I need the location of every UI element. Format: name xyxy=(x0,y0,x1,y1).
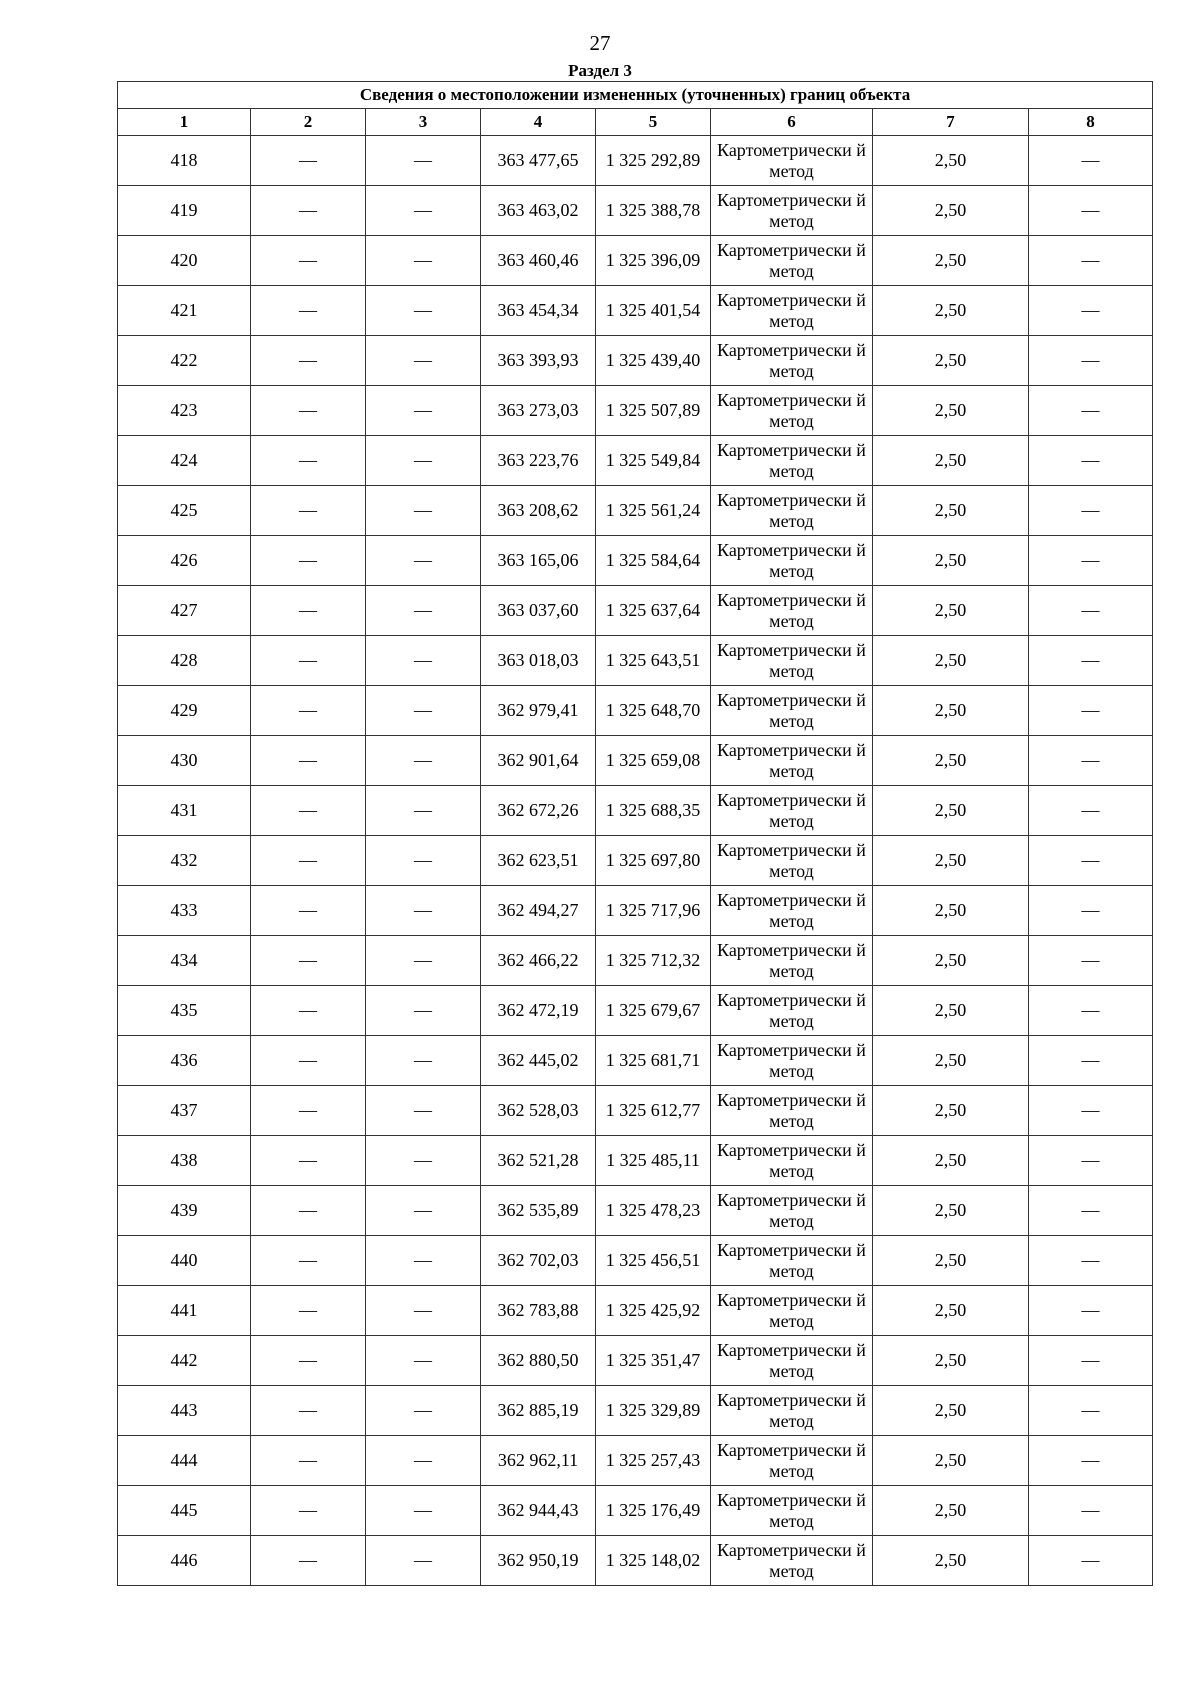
cell-col8: — xyxy=(1029,1136,1153,1186)
method-cell: Картометрически й метод xyxy=(711,136,873,186)
accuracy-cell: 2,50 xyxy=(873,486,1029,536)
accuracy-cell: 2,50 xyxy=(873,1286,1029,1336)
coord-y-cell: 1 325 679,67 xyxy=(596,986,711,1036)
method-cell: Картометрически й метод xyxy=(711,1436,873,1486)
section-title: Раздел 3 xyxy=(568,61,632,80)
cell-col2: — xyxy=(251,286,366,336)
cell-col8: — xyxy=(1029,1186,1153,1236)
table-row xyxy=(118,1336,1153,1386)
table-row xyxy=(118,536,1153,586)
table-row xyxy=(118,1436,1153,1486)
coord-x-cell: 362 885,19 xyxy=(481,1386,596,1436)
coord-y-cell: 1 325 485,11 xyxy=(596,1136,711,1186)
coord-x-cell: 362 783,88 xyxy=(481,1286,596,1336)
method-cell: Картометрически й метод xyxy=(711,836,873,886)
table-row xyxy=(118,786,1153,836)
method-cell: Картометрически й метод xyxy=(711,486,873,536)
cell-col3: — xyxy=(366,286,481,336)
cell-col3: — xyxy=(366,336,481,386)
cell-col3: — xyxy=(366,1186,481,1236)
coord-x-cell: 362 901,64 xyxy=(481,736,596,786)
cell-col2: — xyxy=(251,986,366,1036)
method-cell: Картометрически й метод xyxy=(711,186,873,236)
accuracy-cell: 2,50 xyxy=(873,1186,1029,1236)
cell-col3: — xyxy=(366,1486,481,1536)
point-number-cell: 440 xyxy=(118,1236,251,1286)
method-cell: Картометрически й метод xyxy=(711,1386,873,1436)
cell-col2: — xyxy=(251,1336,366,1386)
method-cell: Картометрически й метод xyxy=(711,886,873,936)
point-number-cell: 428 xyxy=(118,636,251,686)
column-number: 1 xyxy=(118,109,251,136)
column-number: 4 xyxy=(481,109,596,136)
method-cell: Картометрически й метод xyxy=(711,1036,873,1086)
column-number: 8 xyxy=(1029,109,1153,136)
cell-col2: — xyxy=(251,1136,366,1186)
coord-x-cell: 362 472,19 xyxy=(481,986,596,1036)
cell-col8: — xyxy=(1029,1436,1153,1486)
cell-col2: — xyxy=(251,486,366,536)
page-number: 27 xyxy=(589,31,611,55)
table-row xyxy=(118,836,1153,886)
table-row xyxy=(118,936,1153,986)
cell-col2: — xyxy=(251,336,366,386)
accuracy-cell: 2,50 xyxy=(873,186,1029,236)
method-cell: Картометрически й метод xyxy=(711,386,873,436)
cell-col2: — xyxy=(251,1486,366,1536)
accuracy-cell: 2,50 xyxy=(873,586,1029,636)
coord-x-cell: 363 165,06 xyxy=(481,536,596,586)
coord-y-cell: 1 325 507,89 xyxy=(596,386,711,436)
method-cell: Картометрически й метод xyxy=(711,986,873,1036)
table-row xyxy=(118,486,1153,536)
point-number-cell: 419 xyxy=(118,186,251,236)
coord-y-cell: 1 325 688,35 xyxy=(596,786,711,836)
coord-x-cell: 363 208,62 xyxy=(481,486,596,536)
method-cell: Картометрически й метод xyxy=(711,236,873,286)
column-number: 3 xyxy=(366,109,481,136)
cell-col8: — xyxy=(1029,136,1153,186)
cell-col8: — xyxy=(1029,986,1153,1036)
point-number-cell: 425 xyxy=(118,486,251,536)
point-number-cell: 445 xyxy=(118,1486,251,1536)
accuracy-cell: 2,50 xyxy=(873,686,1029,736)
table-row xyxy=(118,386,1153,436)
cell-col8: — xyxy=(1029,736,1153,786)
table-row xyxy=(118,886,1153,936)
accuracy-cell: 2,50 xyxy=(873,736,1029,786)
point-number-cell: 420 xyxy=(118,236,251,286)
table-row xyxy=(118,1186,1153,1236)
method-cell: Картометрически й метод xyxy=(711,936,873,986)
cell-col2: — xyxy=(251,1536,366,1586)
cell-col3: — xyxy=(366,1536,481,1586)
cell-col8: — xyxy=(1029,936,1153,986)
column-number: 7 xyxy=(873,109,1029,136)
coord-y-cell: 1 325 637,64 xyxy=(596,586,711,636)
point-number-cell: 418 xyxy=(118,136,251,186)
point-number-cell: 423 xyxy=(118,386,251,436)
coord-y-cell: 1 325 681,71 xyxy=(596,1036,711,1086)
point-number-cell: 436 xyxy=(118,1036,251,1086)
method-cell: Картометрически й метод xyxy=(711,436,873,486)
point-number-cell: 435 xyxy=(118,986,251,1036)
method-cell: Картометрически й метод xyxy=(711,286,873,336)
point-number-cell: 444 xyxy=(118,1436,251,1486)
method-cell: Картометрически й метод xyxy=(711,1486,873,1536)
accuracy-cell: 2,50 xyxy=(873,1536,1029,1586)
accuracy-cell: 2,50 xyxy=(873,286,1029,336)
table-row xyxy=(118,186,1153,236)
table-row xyxy=(118,986,1153,1036)
cell-col8: — xyxy=(1029,1086,1153,1136)
cell-col2: — xyxy=(251,1186,366,1236)
coord-y-cell: 1 325 292,89 xyxy=(596,136,711,186)
table-row xyxy=(118,236,1153,286)
point-number-cell: 432 xyxy=(118,836,251,886)
cell-col2: — xyxy=(251,536,366,586)
cell-col8: — xyxy=(1029,1536,1153,1586)
table-row xyxy=(118,636,1153,686)
coord-y-cell: 1 325 176,49 xyxy=(596,1486,711,1536)
accuracy-cell: 2,50 xyxy=(873,536,1029,586)
cell-col8: — xyxy=(1029,686,1153,736)
table-row xyxy=(118,1486,1153,1536)
point-number-cell: 431 xyxy=(118,786,251,836)
cell-col3: — xyxy=(366,936,481,986)
method-cell: Картометрически й метод xyxy=(711,1336,873,1386)
coord-y-cell: 1 325 257,43 xyxy=(596,1436,711,1486)
cell-col8: — xyxy=(1029,1386,1153,1436)
cell-col2: — xyxy=(251,636,366,686)
cell-col3: — xyxy=(366,1086,481,1136)
cell-col2: — xyxy=(251,1436,366,1486)
coord-x-cell: 362 466,22 xyxy=(481,936,596,986)
coord-y-cell: 1 325 456,51 xyxy=(596,1236,711,1286)
table-row xyxy=(118,1236,1153,1286)
method-cell: Картометрически й метод xyxy=(711,1286,873,1336)
coord-x-cell: 362 535,89 xyxy=(481,1186,596,1236)
method-cell: Картометрически й метод xyxy=(711,1536,873,1586)
coord-y-cell: 1 325 148,02 xyxy=(596,1536,711,1586)
cell-col2: — xyxy=(251,886,366,936)
cell-col3: — xyxy=(366,1036,481,1086)
coord-y-cell: 1 325 401,54 xyxy=(596,286,711,336)
accuracy-cell: 2,50 xyxy=(873,386,1029,436)
coord-y-cell: 1 325 478,23 xyxy=(596,1186,711,1236)
cell-col2: — xyxy=(251,736,366,786)
method-cell: Картометрически й метод xyxy=(711,736,873,786)
cell-col8: — xyxy=(1029,586,1153,636)
coord-y-cell: 1 325 549,84 xyxy=(596,436,711,486)
cell-col3: — xyxy=(366,1386,481,1436)
table-row xyxy=(118,1536,1153,1586)
coord-y-cell: 1 325 561,24 xyxy=(596,486,711,536)
method-cell: Картометрически й метод xyxy=(711,1136,873,1186)
cell-col8: — xyxy=(1029,786,1153,836)
column-number: 5 xyxy=(596,109,711,136)
point-number-cell: 442 xyxy=(118,1336,251,1386)
coord-y-cell: 1 325 329,89 xyxy=(596,1386,711,1436)
cell-col2: — xyxy=(251,236,366,286)
coord-y-cell: 1 325 396,09 xyxy=(596,236,711,286)
accuracy-cell: 2,50 xyxy=(873,786,1029,836)
method-cell: Картометрически й метод xyxy=(711,1236,873,1286)
method-cell: Картометрически й метод xyxy=(711,1186,873,1236)
cell-col8: — xyxy=(1029,1336,1153,1386)
coord-y-cell: 1 325 648,70 xyxy=(596,686,711,736)
table-row xyxy=(118,686,1153,736)
point-number-cell: 434 xyxy=(118,936,251,986)
table-row xyxy=(118,136,1153,186)
coord-x-cell: 362 672,26 xyxy=(481,786,596,836)
accuracy-cell: 2,50 xyxy=(873,1036,1029,1086)
table-row xyxy=(118,736,1153,786)
method-cell: Картометрически й метод xyxy=(711,786,873,836)
coord-x-cell: 363 037,60 xyxy=(481,586,596,636)
coord-x-cell: 363 273,03 xyxy=(481,386,596,436)
cell-col3: — xyxy=(366,186,481,236)
column-number: 2 xyxy=(251,109,366,136)
cell-col8: — xyxy=(1029,186,1153,236)
cell-col2: — xyxy=(251,836,366,886)
coord-x-cell: 362 623,51 xyxy=(481,836,596,886)
method-cell: Картометрически й метод xyxy=(711,586,873,636)
cell-col8: — xyxy=(1029,236,1153,286)
cell-col2: — xyxy=(251,1236,366,1286)
accuracy-cell: 2,50 xyxy=(873,1086,1029,1136)
column-number: 6 xyxy=(711,109,873,136)
point-number-cell: 439 xyxy=(118,1186,251,1236)
cell-col3: — xyxy=(366,736,481,786)
coord-x-cell: 362 494,27 xyxy=(481,886,596,936)
coord-x-cell: 362 950,19 xyxy=(481,1536,596,1586)
cell-col3: — xyxy=(366,586,481,636)
point-number-cell: 421 xyxy=(118,286,251,336)
method-cell: Картометрически й метод xyxy=(711,336,873,386)
accuracy-cell: 2,50 xyxy=(873,1386,1029,1436)
cell-col3: — xyxy=(366,1136,481,1186)
coord-x-cell: 362 880,50 xyxy=(481,1336,596,1386)
cell-col2: — xyxy=(251,1286,366,1336)
coord-x-cell: 363 463,02 xyxy=(481,186,596,236)
table-row xyxy=(118,286,1153,336)
point-number-cell: 438 xyxy=(118,1136,251,1186)
cell-col3: — xyxy=(366,536,481,586)
cell-col8: — xyxy=(1029,836,1153,886)
accuracy-cell: 2,50 xyxy=(873,1336,1029,1386)
cell-col3: — xyxy=(366,1436,481,1486)
accuracy-cell: 2,50 xyxy=(873,436,1029,486)
coord-y-cell: 1 325 612,77 xyxy=(596,1086,711,1136)
cell-col3: — xyxy=(366,786,481,836)
point-number-cell: 429 xyxy=(118,686,251,736)
cell-col2: — xyxy=(251,1086,366,1136)
method-cell: Картометрически й метод xyxy=(711,686,873,736)
coord-x-cell: 362 962,11 xyxy=(481,1436,596,1486)
cell-col3: — xyxy=(366,1286,481,1336)
cell-col3: — xyxy=(366,636,481,686)
cell-col3: — xyxy=(366,1236,481,1286)
cell-col3: — xyxy=(366,686,481,736)
coord-y-cell: 1 325 584,64 xyxy=(596,536,711,586)
accuracy-cell: 2,50 xyxy=(873,886,1029,936)
cell-col2: — xyxy=(251,136,366,186)
point-number-cell: 446 xyxy=(118,1536,251,1586)
coord-x-cell: 362 528,03 xyxy=(481,1086,596,1136)
point-number-cell: 430 xyxy=(118,736,251,786)
cell-col3: — xyxy=(366,836,481,886)
accuracy-cell: 2,50 xyxy=(873,636,1029,686)
cell-col2: — xyxy=(251,436,366,486)
table-row xyxy=(118,586,1153,636)
point-number-cell: 441 xyxy=(118,1286,251,1336)
accuracy-cell: 2,50 xyxy=(873,1486,1029,1536)
coord-y-cell: 1 325 717,96 xyxy=(596,886,711,936)
cell-col8: — xyxy=(1029,1036,1153,1086)
cell-col2: — xyxy=(251,586,366,636)
point-number-cell: 426 xyxy=(118,536,251,586)
table-row xyxy=(118,1386,1153,1436)
coord-y-cell: 1 325 643,51 xyxy=(596,636,711,686)
coord-x-cell: 363 223,76 xyxy=(481,436,596,486)
coord-x-cell: 363 477,65 xyxy=(481,136,596,186)
cell-col3: — xyxy=(366,236,481,286)
accuracy-cell: 2,50 xyxy=(873,836,1029,886)
cell-col3: — xyxy=(366,986,481,1036)
accuracy-cell: 2,50 xyxy=(873,236,1029,286)
method-cell: Картометрически й метод xyxy=(711,1086,873,1136)
accuracy-cell: 2,50 xyxy=(873,336,1029,386)
cell-col8: — xyxy=(1029,1486,1153,1536)
coord-x-cell: 363 460,46 xyxy=(481,236,596,286)
coord-y-cell: 1 325 425,92 xyxy=(596,1286,711,1336)
cell-col8: — xyxy=(1029,1286,1153,1336)
method-cell: Картометрически й метод xyxy=(711,536,873,586)
point-number-cell: 433 xyxy=(118,886,251,936)
accuracy-cell: 2,50 xyxy=(873,1436,1029,1486)
cell-col8: — xyxy=(1029,536,1153,586)
cell-col8: — xyxy=(1029,436,1153,486)
coord-y-cell: 1 325 659,08 xyxy=(596,736,711,786)
cell-col2: — xyxy=(251,686,366,736)
coord-y-cell: 1 325 712,32 xyxy=(596,936,711,986)
coord-y-cell: 1 325 439,40 xyxy=(596,336,711,386)
accuracy-cell: 2,50 xyxy=(873,936,1029,986)
cell-col2: — xyxy=(251,186,366,236)
cell-col8: — xyxy=(1029,336,1153,386)
point-number-cell: 443 xyxy=(118,1386,251,1436)
cell-col8: — xyxy=(1029,486,1153,536)
table-row xyxy=(118,1286,1153,1336)
coord-x-cell: 362 521,28 xyxy=(481,1136,596,1186)
cell-col8: — xyxy=(1029,1236,1153,1286)
cell-col3: — xyxy=(366,1336,481,1386)
table-caption: Сведения о местоположении измененных (уточненных) границ объекта xyxy=(118,82,1153,109)
coord-x-cell: 362 944,43 xyxy=(481,1486,596,1536)
table-row xyxy=(118,436,1153,486)
cell-col3: — xyxy=(366,436,481,486)
cell-col2: — xyxy=(251,386,366,436)
coord-x-cell: 362 445,02 xyxy=(481,1036,596,1086)
coord-x-cell: 362 979,41 xyxy=(481,686,596,736)
point-number-cell: 437 xyxy=(118,1086,251,1136)
cell-col2: — xyxy=(251,936,366,986)
coord-x-cell: 363 393,93 xyxy=(481,336,596,386)
cell-col3: — xyxy=(366,136,481,186)
boundary-coordinates-table xyxy=(117,81,1153,1586)
coord-x-cell: 363 454,34 xyxy=(481,286,596,336)
coord-y-cell: 1 325 351,47 xyxy=(596,1336,711,1386)
column-number-row xyxy=(118,109,1153,136)
coord-x-cell: 362 702,03 xyxy=(481,1236,596,1286)
cell-col3: — xyxy=(366,486,481,536)
cell-col2: — xyxy=(251,786,366,836)
cell-col8: — xyxy=(1029,886,1153,936)
accuracy-cell: 2,50 xyxy=(873,1136,1029,1186)
accuracy-cell: 2,50 xyxy=(873,136,1029,186)
cell-col8: — xyxy=(1029,636,1153,686)
cell-col2: — xyxy=(251,1386,366,1436)
table-row xyxy=(118,1136,1153,1186)
point-number-cell: 427 xyxy=(118,586,251,636)
table-row xyxy=(118,1036,1153,1086)
table-row xyxy=(118,1086,1153,1136)
cell-col2: — xyxy=(251,1036,366,1086)
coord-y-cell: 1 325 697,80 xyxy=(596,836,711,886)
cell-col3: — xyxy=(366,386,481,436)
cell-col8: — xyxy=(1029,386,1153,436)
point-number-cell: 424 xyxy=(118,436,251,486)
table-row xyxy=(118,336,1153,386)
coord-x-cell: 363 018,03 xyxy=(481,636,596,686)
cell-col8: — xyxy=(1029,286,1153,336)
accuracy-cell: 2,50 xyxy=(873,1236,1029,1286)
coord-y-cell: 1 325 388,78 xyxy=(596,186,711,236)
cell-col3: — xyxy=(366,886,481,936)
point-number-cell: 422 xyxy=(118,336,251,386)
table-body xyxy=(118,136,1153,1586)
accuracy-cell: 2,50 xyxy=(873,986,1029,1036)
method-cell: Картометрически й метод xyxy=(711,636,873,686)
